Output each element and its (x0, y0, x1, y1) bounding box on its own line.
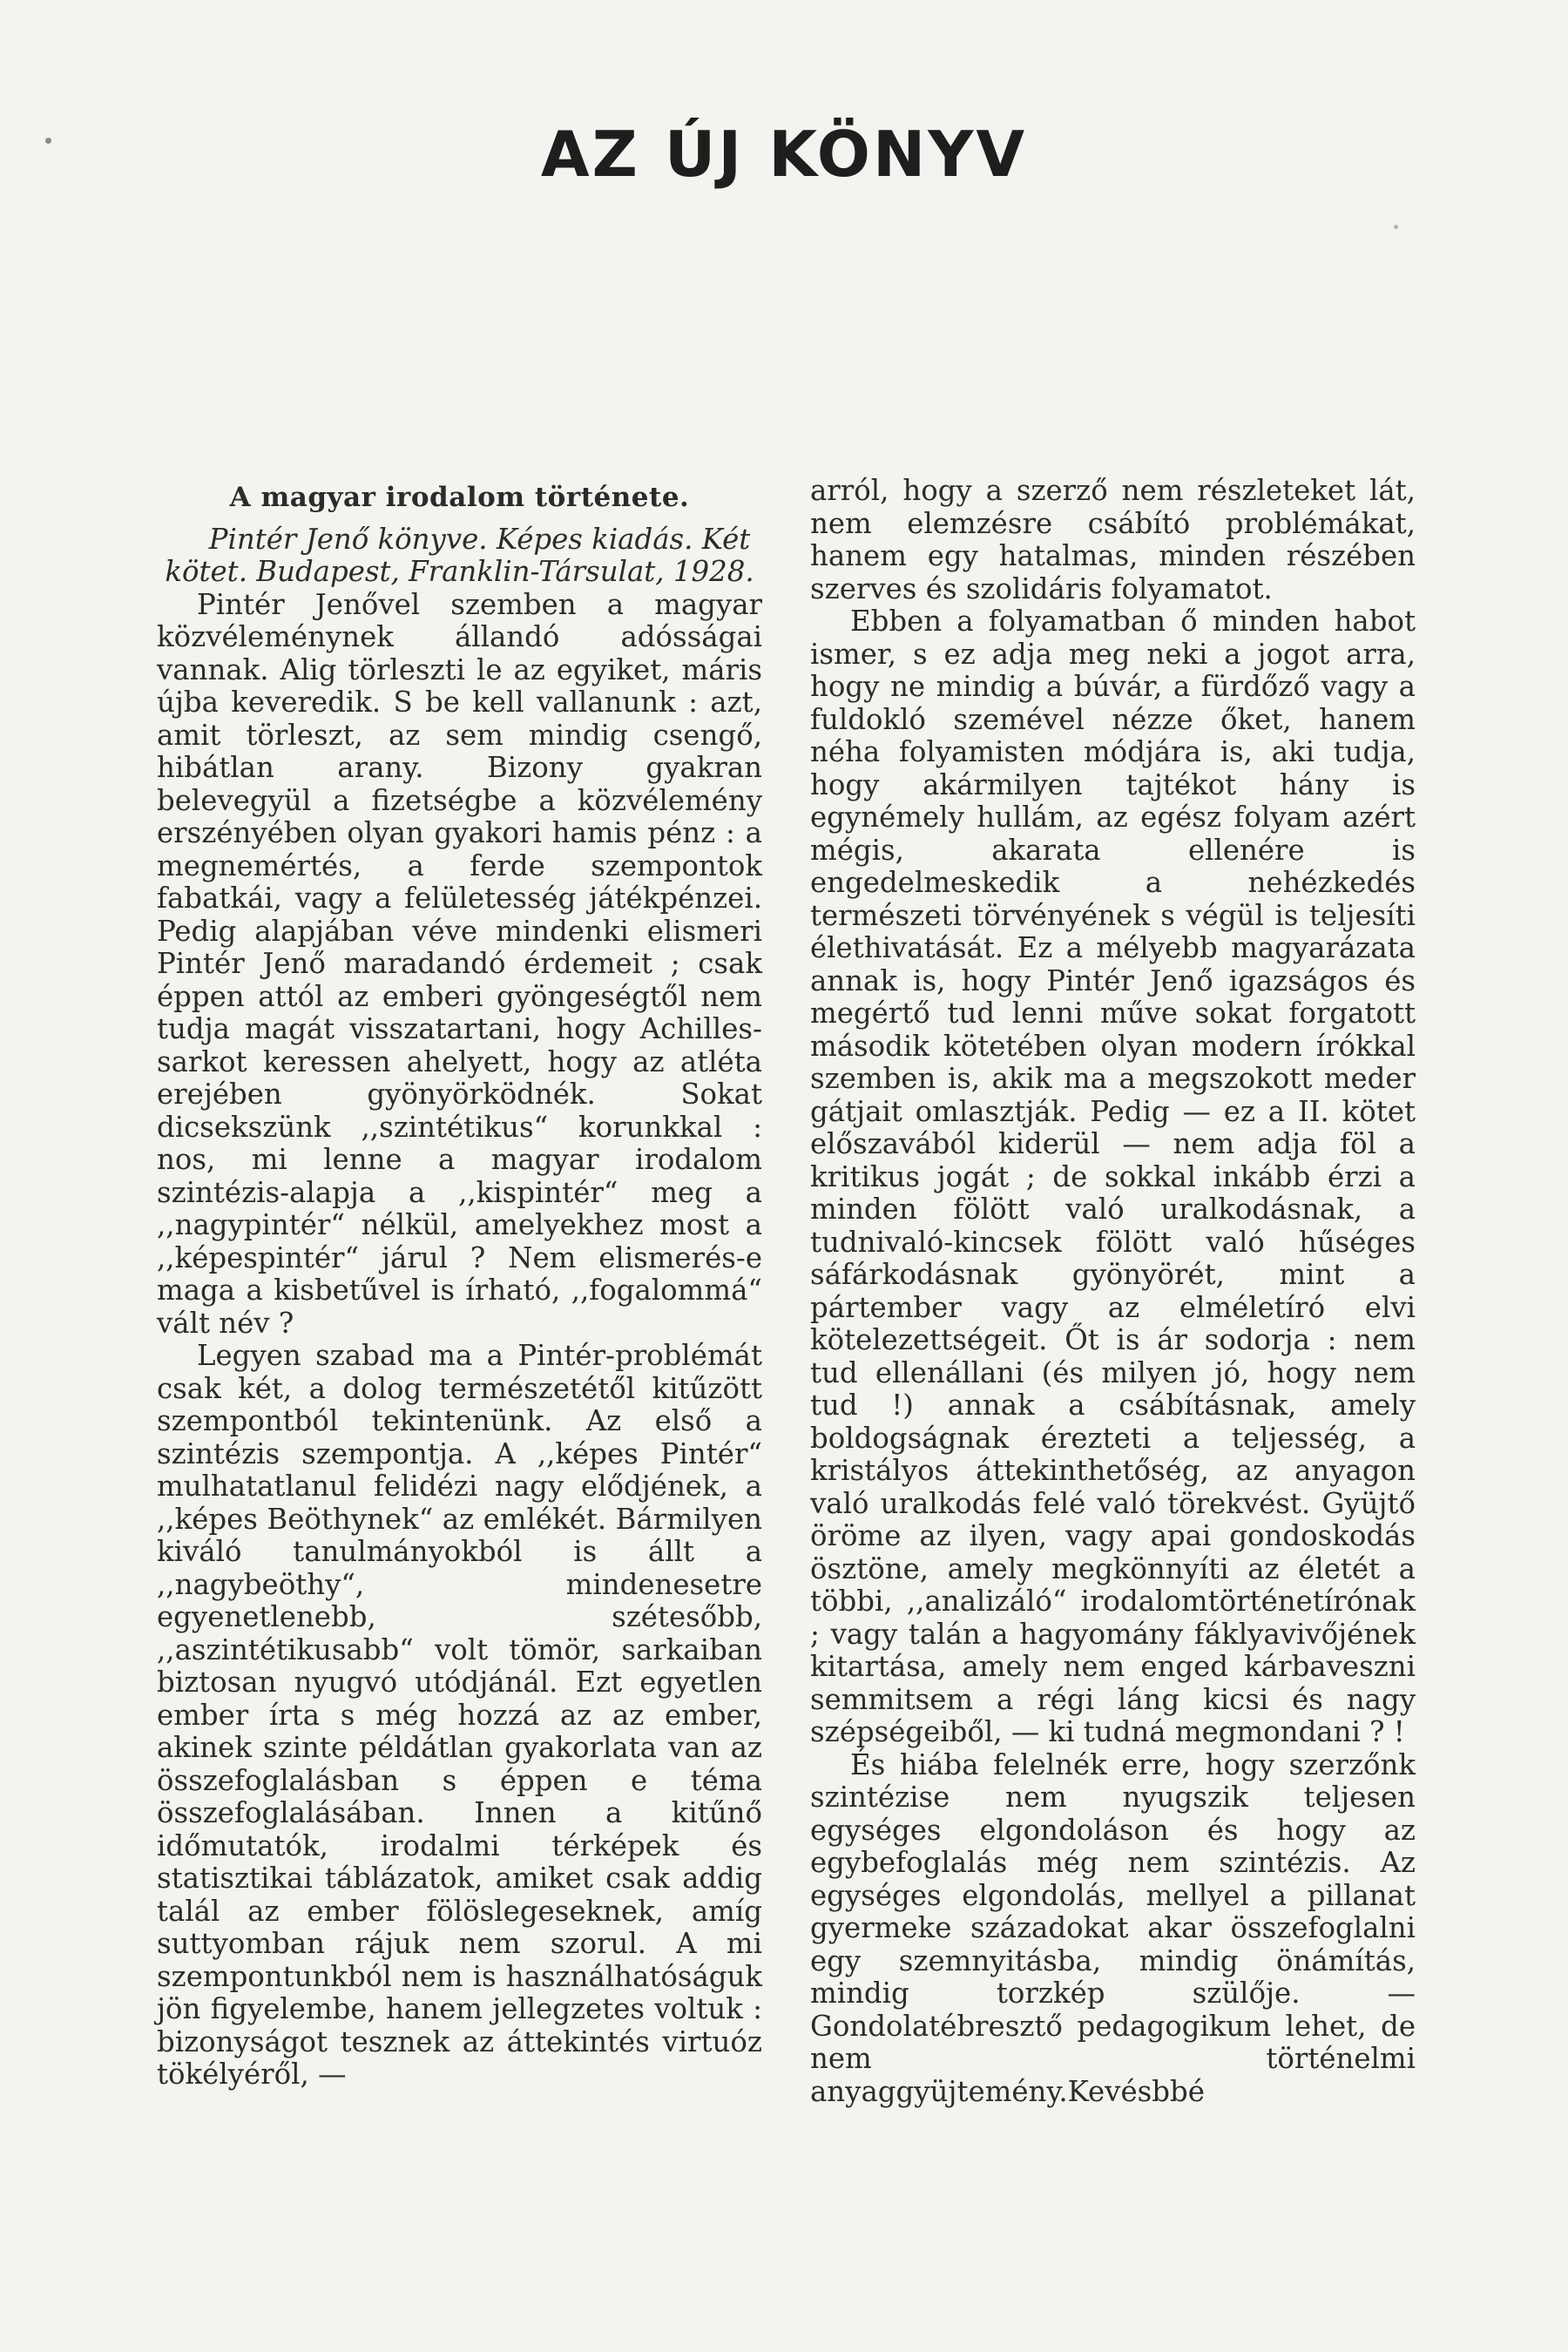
page-title: AZ ÚJ KÖNYV (540, 118, 1028, 191)
paper-speck (1394, 225, 1398, 229)
article-bibliography: Pintér Jenő könyve. Képes kiadás. Két kötet. Budapest, Franklin-Társulat, 1928. (165, 522, 754, 588)
right-column (810, 475, 1416, 2108)
paragraph: Pintér Jenővel szemben a magyar közvéleménynek állandó adósságai vannak. Alig törleszti le az egyiket, máris újba keveredik. S be kell vallanunk : azt, amit törleszt, az sem mindig csengő, hibátlan arany. Bizony gyakran belevegyül a fizetségbe a közvélemény erszényében olyan gyakori hamis pénz : a megnemértés, a ferde szempontok fabatkái, vagy a felületesség játékpénzei. Pedig alapjában véve mindenki elismeri Pintér Jenő maradandó érdemeit ; csak éppen attól az emberi gyöngeségtől nem tudja magát visszatartani, hogy Achilles-sarkot keressen ahelyett, hogy az atléta erejében gyönyörködnék. Sokat dicsekszünk ,,szintétikus“ korunkkal : nos, mi lenne a magyar irodalom szintézis-alapja a ,,kispintér“ meg a ,,nagypintér“ nélkül, amelyekhez most a ,,képespintér“ járul ? Nem elismerés-e maga a kisbetűvel is írható, ,,fogalommá“ vált név ? (157, 587, 762, 1340)
paragraph: És hiába felelnék erre, hogy szerzőnk szintézise nem nyugszik teljesen egységes elgondoláson és hogy az egybefoglalás még nem szintézis. Az egységes elgondolás, mellyel a pillanat gyermeke századokat akar összefoglalni egy szemnyitásba, mindig önámítás, mindig torzkép szülője. — Gondolatébresztő pedagogikum lehet, de nem történelmi anyaggyüjtemény.Kevésbbé (810, 1747, 1416, 2108)
article-heading: A magyar irodalom története. (229, 482, 690, 513)
paragraph: Legyen szabad ma a Pintér-problémát csak két, a dolog természetétől kitűzött szempontból tekintenünk. Az első a szintézis szempontja. A ,,képes Pintér“ mulhatatlanul felidézi nagy elődjének, a ,,képes Beöthynek“ az emlékét. Bármilyen kiváló tanulmányokból is állt a ,,nagybeöthy“, mindenesetre egyenetlenebb, szétesőbb, ,,aszintétikusabb“ volt tömör, sarkaiban biztosan nyugvó utódjánál. Ezt egyetlen ember írta s még hozzá az az ember, akinek szinte példátlan gyakorlata van az összefoglalásban s éppen e téma összefoglalásában. Innen a kitűnő időmutatók, irodalmi térképek és statisztikai táblázatok, amiket csak addig talál az ember fölöslegeseknek, amíg suttyomban rájuk nem szorul. A mi szempontunkból nem is használhatóságuk jön figyelembe, hanem jellegzetes voltuk : bizonyságot tesznek az áttekintés virtuóz tökélyéről, — (157, 1339, 762, 2091)
paragraph: Ebben a folyamatban ő minden habot ismer, s ez adja meg neki a jogot arra, hogy ne mindig a búvár, a fürdőző vagy a fuldokló szemével nézze őket, hanem néha folyamisten módjára is, aki tudja, hogy akármilyen tajtékot hány is egynémely hullám, az egész folyam azért mégis, akarata ellenére is engedelmeskedik a nehézkedés természeti törvényének s végül is teljesíti élethivatását. Ez a mélyebb magyarázata annak is, hogy Pintér Jenő igazságos és megértő tud lenni műve sokat forgatott második kötetében olyan modern írókkal szemben is, akik ma a megszokott meder gátjait omlasztják. Pedig — ez a II. kötet előszavából kiderül — nem adja föl a kritikus jogát ; de sokkal inkább érzi a minden fölött való uralkodásnak, a tudnivaló-kincsek fölött való hűséges sáfárkodásnak gyönyörét, mint a pártember vagy az elméletíró elvi kötelezettségeit. Őt is ár sodorja : nem tud ellenállani (és milyen jó, hogy nem tud !) annak a csábításnak, amely boldogságnak érezteti a teljesség, a kristályos áttekinthetőség, az anyagon való uralkodás felé való törekvést. Gyüjtő öröme az ilyen, vagy apai gondoskodás ösztöne, amely megkönnyíti az életét a többi, ,,analizáló“ irodalomtörténetírónak ; vagy talán a hagyomány fáklyavivőjének kitartása, amely nem enged kárbaveszni semmitsem a régi láng kicsi és nagy szépségeiből, — ki tudná megmondani ? ! (810, 605, 1416, 1748)
paper-speck (45, 138, 51, 144)
paragraph: arról, hogy a szerző nem részleteket lát, nem elemzésre csábító problémákat, hanem egy hatalmas, minden részében szerves és szolidáris folyamatot. (810, 474, 1416, 605)
left-column (157, 475, 762, 2092)
